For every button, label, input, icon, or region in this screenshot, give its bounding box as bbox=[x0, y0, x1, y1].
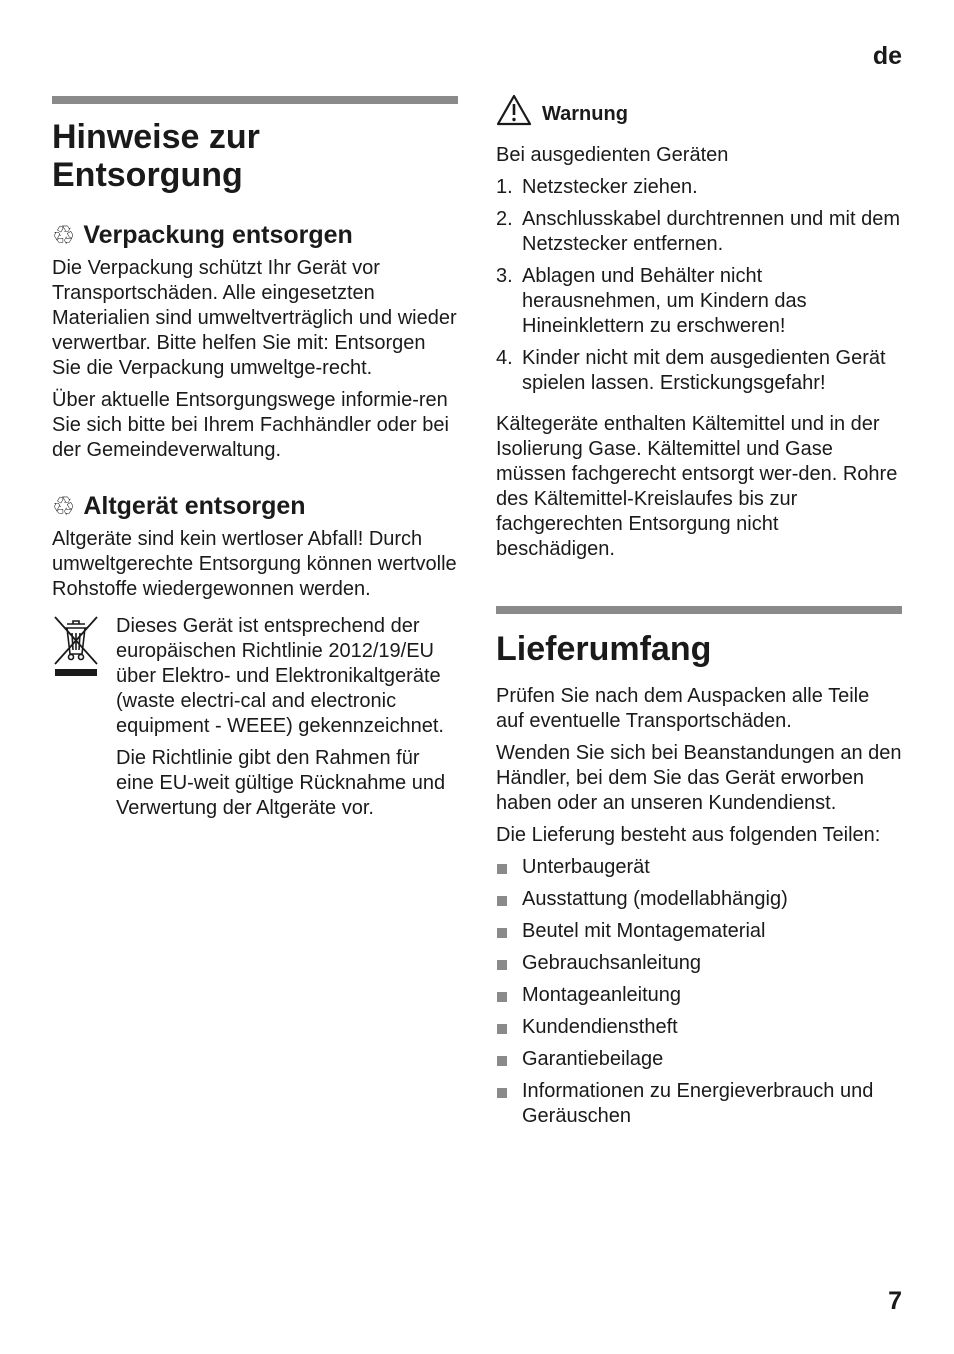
bullet-square-icon bbox=[496, 887, 522, 912]
section-rule bbox=[496, 606, 902, 614]
bullet-square-icon bbox=[496, 919, 522, 944]
old-appliance-heading-text: Altgerät entsorgen bbox=[83, 492, 306, 520]
recycle-icon: ♲ bbox=[52, 220, 76, 250]
old-appliance-heading bbox=[52, 491, 458, 521]
recycle-icon: ♲ bbox=[52, 491, 76, 521]
right-column bbox=[496, 92, 902, 1129]
weee-text bbox=[116, 614, 458, 821]
delivery-title: Lieferumfang bbox=[496, 630, 712, 668]
packaging-paragraph-2: Über aktuelle Entsorgungswege informie-ren Sie sich bitte bei Ihrem Fachhändler oder bei der Gemeindeverwaltung. bbox=[52, 389, 449, 461]
packaging-paragraph-1: Die Verpackung schützt Ihr Gerät vor Transportschäden. Alle eingesetzten Materialien sind umweltverträglich und wieder verwertbar. Bitte helfen Sie mit: Entsorgen Sie die Verpackung umweltge-recht. bbox=[52, 257, 457, 379]
bullet-square-icon bbox=[496, 855, 522, 880]
list-item: Garantiebeilage bbox=[496, 1047, 902, 1072]
warning-label: Warnung bbox=[542, 103, 628, 125]
bullet-square-icon bbox=[496, 1047, 522, 1072]
page-number: 7 bbox=[888, 1287, 902, 1315]
weee-paragraph-2: Die Richtlinie gibt den Rahmen für eine EU-weit gültige Rücknahme und Verwertung der Altgeräte vor. bbox=[116, 747, 446, 819]
old-appliance-paragraph: Altgeräte sind kein wertloser Abfall! Durch umweltgerechte Entsorgung können wertvolle Rohstoffe wiedergewonnen werden. bbox=[52, 528, 457, 600]
list-item: 1. Netzstecker ziehen. bbox=[496, 176, 698, 198]
weee-notice bbox=[52, 614, 458, 821]
warning-header bbox=[496, 92, 902, 126]
list-item: Kundendienstheft bbox=[496, 1015, 902, 1040]
list-item: 4. Kinder nicht mit dem ausgedienten Gerät spielen lassen. Erstickungsgefahr! bbox=[496, 347, 886, 394]
list-item: Informationen zu Energieverbrauch und Geräuschen bbox=[496, 1079, 902, 1129]
warning-icon bbox=[496, 94, 532, 126]
list-item: Gebrauchsanleitung bbox=[496, 951, 902, 976]
list-item: Montageanleitung bbox=[496, 983, 902, 1008]
disposal-title: Hinweise zur Entsorgung bbox=[52, 118, 260, 194]
weee-bin-icon bbox=[52, 614, 100, 821]
warning-steps bbox=[496, 175, 902, 396]
bullet-square-icon bbox=[496, 951, 522, 976]
packaging-heading bbox=[52, 220, 458, 250]
left-column bbox=[52, 96, 458, 821]
list-item: 3. Ablagen und Behälter nicht herausnehmen, um Kindern das Hineinklettern zu erschweren! bbox=[496, 265, 807, 337]
delivery-items bbox=[496, 855, 902, 1129]
list-item: Beutel mit Montagematerial bbox=[496, 919, 902, 944]
delivery-paragraph-1: Prüfen Sie nach dem Auspacken alle Teile auf eventuelle Transportschäden. bbox=[496, 685, 870, 732]
list-item: 2. Anschlusskabel durchtrennen und mit dem Netzstecker entfernen. bbox=[496, 208, 900, 255]
section-rule bbox=[52, 96, 458, 104]
language-code: de bbox=[872, 42, 902, 70]
list-item: Unterbaugerät bbox=[496, 855, 902, 880]
delivery-paragraph-3: Die Lieferung besteht aus folgenden Teilen: bbox=[496, 824, 881, 846]
weee-paragraph-1: Dieses Gerät ist entsprechend der europäischen Richtlinie 2012/19/EU über Elektro- und Elektronikaltgeräte (waste electri-cal and electronic equipment - WEEE) gekennzeichnet. bbox=[116, 615, 444, 737]
packaging-heading-text: Verpackung entsorgen bbox=[83, 221, 353, 249]
warning-intro: Bei ausgedienten Geräten bbox=[496, 144, 729, 166]
bullet-square-icon bbox=[496, 983, 522, 1008]
delivery-paragraph-2: Wenden Sie sich bei Beanstandungen an den Händler, bei dem Sie das Gerät erworben haben oder an unseren Kundendienst. bbox=[496, 742, 902, 814]
list-item: Ausstattung (modellabhängig) bbox=[496, 887, 902, 912]
bullet-square-icon bbox=[496, 1079, 522, 1129]
bullet-square-icon bbox=[496, 1015, 522, 1040]
refrigerant-note: Kältegeräte enthalten Kältemittel und in der Isolierung Gase. Kältemittel und Gase müssen fachgerecht entsorgt wer-den. Rohre des Kältemittel-Kreislaufes bis zur fachgerechten Entsorgung nicht beschädigen. bbox=[496, 413, 898, 560]
